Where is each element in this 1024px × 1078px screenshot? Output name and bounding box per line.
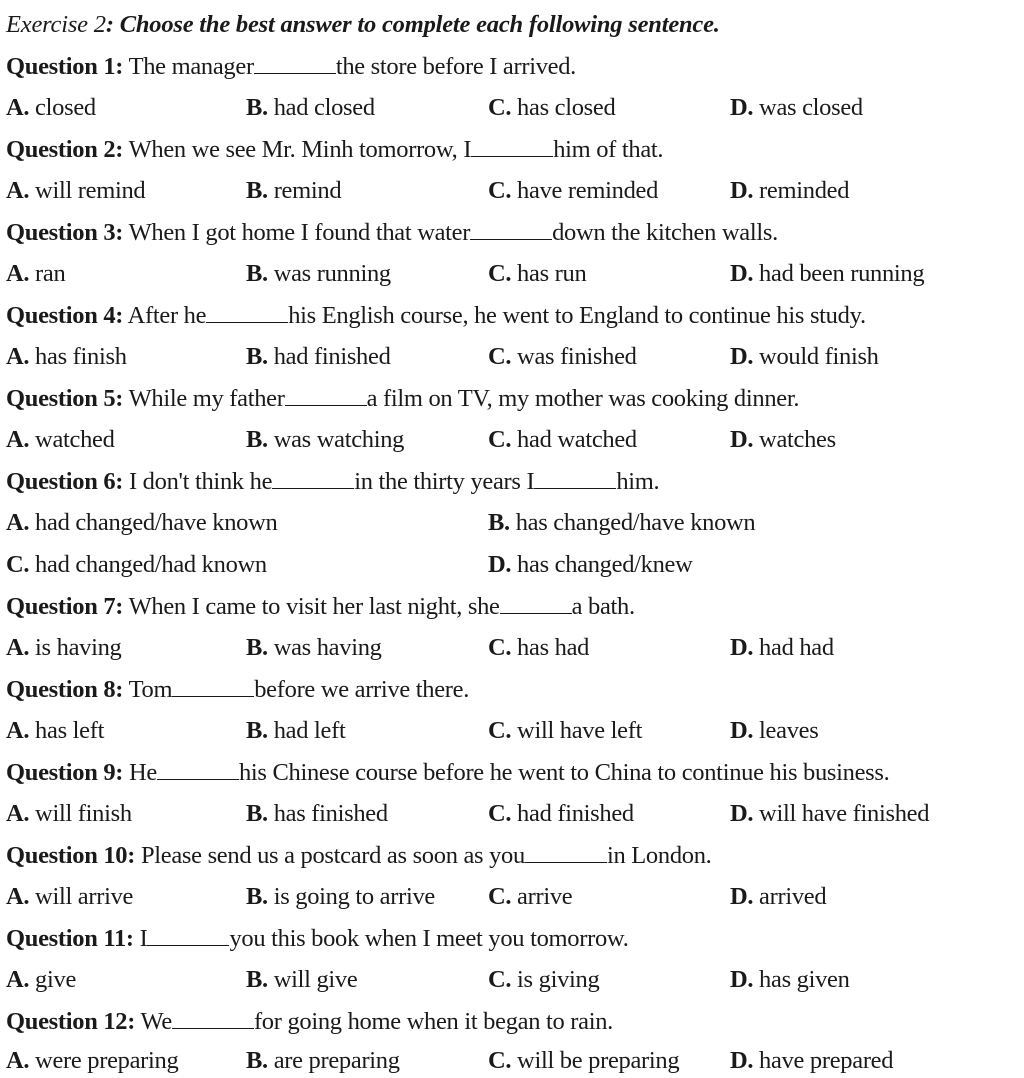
question-label: Question 8: [6, 676, 124, 703]
question-label: Question 1: [6, 53, 124, 80]
option-b[interactable]: B. was watching [246, 426, 405, 453]
question-11 [6, 922, 629, 956]
question-6 [6, 465, 659, 499]
question-text-after: a film on TV, my mother was cooking dinner. [366, 385, 800, 412]
answer-blank[interactable] [471, 135, 553, 157]
question-12 [6, 1005, 613, 1039]
question-7 [6, 590, 635, 624]
answer-blank[interactable] [172, 675, 254, 697]
option-c[interactable]: C. will have left [488, 717, 643, 744]
question-label: Question 4: [6, 302, 124, 329]
option-a[interactable]: A. has left [6, 717, 105, 744]
option-d[interactable]: D. had been running [730, 260, 925, 287]
question-text-after: his Chinese course before he went to China to continue his business. [238, 759, 890, 786]
option-c[interactable]: C. has closed [488, 94, 616, 121]
answer-blank[interactable] [500, 592, 572, 614]
question-text-after: a bath. [571, 593, 635, 620]
option-b[interactable]: B. has changed/have known [488, 509, 756, 536]
option-c[interactable]: C. had finished [488, 800, 634, 827]
option-b[interactable]: B. remind [246, 177, 342, 204]
question-label: Question 11: [6, 925, 134, 952]
answer-blank[interactable] [157, 758, 239, 780]
option-b[interactable]: B. is going to arrive [246, 883, 436, 910]
option-c[interactable]: C. had changed/had known [6, 551, 267, 578]
answer-blank[interactable] [285, 384, 367, 406]
question-text-before: When I got home I found that water [128, 219, 471, 246]
question-text-before: I don't think he [129, 468, 273, 495]
question-2 [6, 133, 663, 167]
question-text-after: him of that. [553, 136, 664, 163]
question-text-after: in London. [606, 842, 712, 869]
option-b[interactable]: B. will give [246, 966, 358, 993]
option-c[interactable]: C. is giving [488, 966, 600, 993]
question-1 [6, 50, 576, 84]
option-a[interactable]: A. is having [6, 634, 122, 661]
question-label: Question 10: [6, 842, 136, 869]
option-a[interactable]: A. watched [6, 426, 115, 453]
answer-blank[interactable] [206, 301, 288, 323]
option-c[interactable]: C. has run [488, 260, 587, 287]
question-text-after: before we arrive there. [254, 676, 470, 703]
option-d[interactable]: D. would finish [730, 343, 879, 370]
question-text-before: When we see Mr. Minh tomorrow, I [128, 136, 472, 163]
question-text-after: you this book when I meet you tomorrow. [229, 925, 629, 952]
question-text-before: Please send us a postcard as soon as you [140, 842, 525, 869]
question-5 [6, 382, 799, 416]
option-c[interactable]: C. have reminded [488, 177, 659, 204]
option-c[interactable]: C. was finished [488, 343, 637, 370]
option-a[interactable]: A. ran [6, 260, 66, 287]
answer-blank[interactable] [172, 1007, 254, 1029]
question-label: Question 9: [6, 759, 124, 786]
option-d[interactable]: D. have prepared [730, 1047, 894, 1074]
option-c[interactable]: C. has had [488, 634, 590, 661]
question-text-before: The manager [128, 53, 254, 80]
question-text-before: Tom [128, 676, 173, 703]
option-b[interactable]: B. was running [246, 260, 391, 287]
option-a[interactable]: A. will finish [6, 800, 132, 827]
answer-blank[interactable] [525, 841, 607, 863]
question-label: Question 7: [6, 593, 124, 620]
question-text-middle: in the thirty years I [354, 468, 535, 495]
question-label: Question 12: [6, 1008, 136, 1035]
option-a[interactable]: A. give [6, 966, 77, 993]
option-b[interactable]: B. had closed [246, 94, 375, 121]
option-a[interactable]: A. will remind [6, 177, 146, 204]
option-c[interactable]: C. had watched [488, 426, 637, 453]
option-b[interactable]: B. had finished [246, 343, 391, 370]
option-d[interactable]: D. watches [730, 426, 836, 453]
option-b[interactable]: B. was having [246, 634, 382, 661]
option-b[interactable]: B. has finished [246, 800, 388, 827]
exercise-title: Exercise 2: Choose the best answer to complete each following sentence. [6, 11, 720, 38]
question-text-before: He [129, 759, 157, 786]
question-label: Question 5: [6, 385, 124, 412]
option-d[interactable]: D. had had [730, 634, 834, 661]
option-d[interactable]: D. has given [730, 966, 850, 993]
question-label: Question 2: [6, 136, 124, 163]
option-a[interactable]: A. has finish [6, 343, 127, 370]
question-label: Question 6: [6, 468, 124, 495]
question-label: Question 3: [6, 219, 124, 246]
option-a[interactable]: A. will arrive [6, 883, 134, 910]
option-c[interactable]: C. arrive [488, 883, 573, 910]
question-text-after: him. [616, 468, 660, 495]
question-text-before: When I came to visit her last night, she [128, 593, 500, 620]
question-3 [6, 216, 778, 250]
option-d[interactable]: D. has changed/knew [488, 551, 693, 578]
option-d[interactable]: D. was closed [730, 94, 863, 121]
question-text-after: for going home when it began to rain. [253, 1008, 613, 1035]
option-b[interactable]: B. had left [246, 717, 346, 744]
option-c[interactable]: C. will be preparing [488, 1047, 680, 1074]
question-4 [6, 299, 866, 333]
option-a[interactable]: A. were preparing [6, 1047, 179, 1074]
question-text-after: down the kitchen walls. [552, 219, 778, 246]
option-a[interactable]: A. closed [6, 94, 96, 121]
exercise-instruction: Choose the best answer to complete each following sentence. [119, 11, 720, 38]
question-9 [6, 756, 889, 790]
question-text-after: his English course, he went to England to continue his study. [288, 302, 866, 329]
exercise-label: Exercise 2 [6, 11, 106, 38]
question-8 [6, 673, 469, 707]
question-text-before: I [139, 925, 148, 952]
option-a[interactable]: A. had changed/have known [6, 509, 278, 536]
option-b[interactable]: B. are preparing [246, 1047, 400, 1074]
answer-blank[interactable] [147, 924, 229, 946]
option-d[interactable]: D. reminded [730, 177, 850, 204]
question-text-before: While my father [128, 385, 285, 412]
answer-blank[interactable] [272, 467, 354, 489]
question-text-after: the store before I arrived. [335, 53, 577, 80]
option-d[interactable]: D. leaves [730, 717, 819, 744]
answer-blank[interactable] [470, 218, 552, 240]
option-d[interactable]: D. arrived [730, 883, 827, 910]
answer-blank[interactable] [534, 467, 616, 489]
question-text-before: We [140, 1008, 172, 1035]
question-10 [6, 839, 712, 873]
answer-blank[interactable] [254, 52, 336, 74]
option-d[interactable]: D. will have finished [730, 800, 930, 827]
question-text-before: After he [127, 302, 207, 329]
